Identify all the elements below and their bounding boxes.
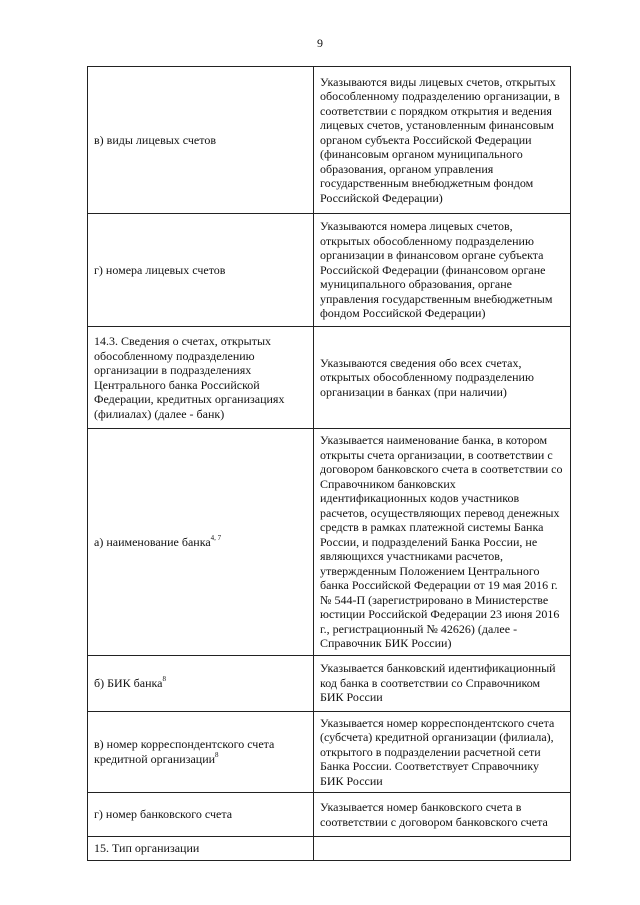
table-row <box>88 793 571 837</box>
row-description: Указывается номер корреспондентского счета (субсчета) кредитной организации (филиала), открытого в подразделении расчетной сети Банка России. Соответствует Справочнику БИК России <box>314 711 571 793</box>
table-row <box>88 214 571 327</box>
table-row <box>88 655 571 711</box>
table-row <box>88 327 571 429</box>
row-description: Указываются виды лицевых счетов, открытых обособленному подразделению организации, в соответствии с порядком открытия и ведения лицевых счетов, установленным финансовым органом субъекта Российской Федерации (финансовым органом муниципального образования, органом управления государственным внебюджетным фондом Российской Федерации) <box>314 67 571 214</box>
row-label: 14.3. Сведения о счетах, открытых обособленному подразделению организации в подразделениях Центрального банка Российской Федерации, кредитных организациях (филиалах) (далее - банк) <box>88 327 314 429</box>
row-description: Указывается банковский идентификационный код банка в соответствии со Справочником БИК России <box>314 655 571 711</box>
footnote-ref: 8 <box>162 674 166 683</box>
footnote-ref: 8 <box>215 750 219 759</box>
table-row <box>88 837 571 861</box>
table-row <box>88 429 571 656</box>
page-number: 9 <box>317 36 323 50</box>
row-description: Указывается наименование банка, в котором открыты счета организации, в соответствии с договором банковского счета в соответствии со Справочником банковских идентификационных кодов участников расчетов, осуществляющих перевод денежных средств в рамках платежной системы Банка России, и подразделений Банка России, не являющихся участниками расчетов, утвержденным Положением Центрального банка Российской Федерации от 19 мая 2016 г. № 544-П (зарегистрировано в Министерстве юстиции Российской Федерации 23 июня 2016 г., регистрационный № 42626) (далее - Справочник БИК России) <box>314 429 571 656</box>
row-label: а) наименование банка$^{4, 7}$ <box>88 429 314 656</box>
requirements-table <box>87 66 571 861</box>
row-label: г) номера лицевых счетов <box>88 214 314 327</box>
row-label: б) БИК банка$^8$ <box>88 655 314 711</box>
row-label: в) номер корреспондентского счета кредитной организации$^8$ <box>88 711 314 793</box>
row-label: в) виды лицевых счетов <box>88 67 314 214</box>
row-label: 15. Тип организации <box>88 837 314 861</box>
row-label: г) номер банковского счета <box>88 793 314 837</box>
footnote-ref: 4, 7 <box>210 533 222 542</box>
row-description <box>314 837 571 861</box>
row-description: Указываются сведения обо всех счетах, открытых обособленному подразделению организации в банках (при наличии) <box>314 327 571 429</box>
row-description: Указываются номера лицевых счетов, открытых обособленному подразделению организации в финансовом органе субъекта Российской Федерации (финансовом органе муниципального образования, органе управления государственным внебюджетным фондом Российской Федерации) <box>314 214 571 327</box>
table-row <box>88 711 571 793</box>
table-row <box>88 67 571 214</box>
row-description: Указывается номер банковского счета в соответствии с договором банковского счета <box>314 793 571 837</box>
